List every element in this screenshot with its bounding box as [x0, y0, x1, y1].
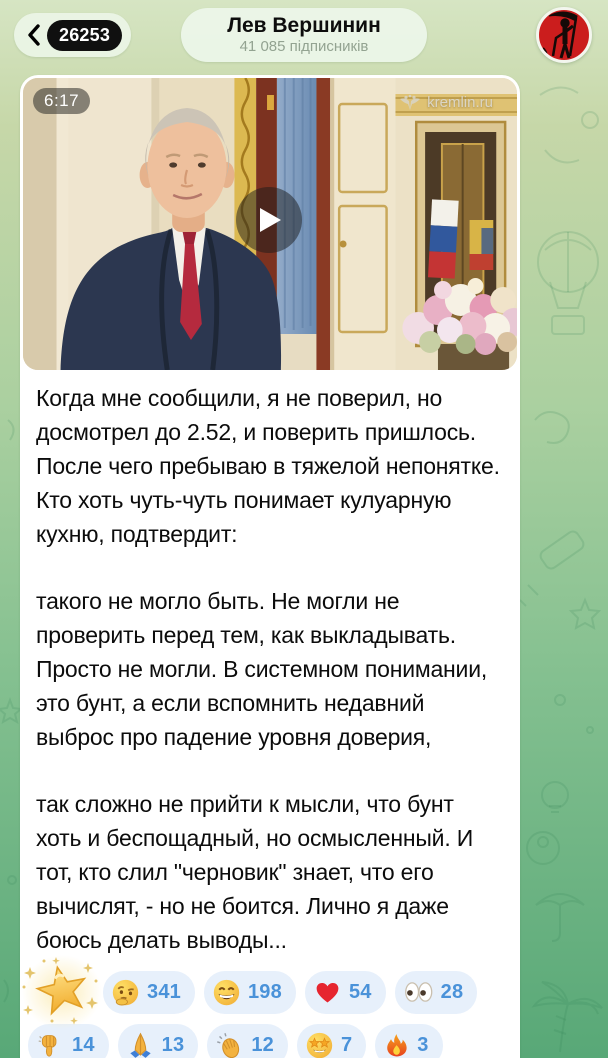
reaction-pill-thinking[interactable]	[103, 971, 195, 1014]
thumbs-down-icon	[36, 1031, 65, 1058]
video-watermark	[399, 93, 493, 111]
reaction-count: 3	[417, 1034, 429, 1056]
reaction-gold-star-premium[interactable]	[28, 969, 94, 1015]
reaction-count: 7	[340, 1034, 353, 1056]
red-heart-icon	[313, 978, 342, 1007]
message-text	[20, 370, 520, 967]
chat-header	[0, 0, 608, 70]
reaction-pill-clapping[interactable]	[207, 1024, 288, 1058]
reaction-pill-star-struck[interactable]	[297, 1024, 366, 1058]
reaction-count: 14	[72, 1034, 95, 1056]
reaction-count: 13	[161, 1034, 185, 1056]
grinning-face-icon	[212, 978, 241, 1007]
channel-header-button[interactable]	[181, 8, 427, 62]
reaction-count: 28	[440, 980, 464, 1003]
reactions-panel	[20, 967, 520, 1058]
video-duration-badge: 6:17	[33, 88, 90, 114]
unread-count-badge: 26253	[47, 20, 122, 51]
reaction-pill-eyes[interactable]	[395, 971, 478, 1014]
play-button[interactable]	[236, 187, 302, 253]
channel-title: Лев Вершинин	[227, 14, 381, 37]
message-paragraph: так сложно не прийти к мысли, что бунт хоть и беспощадный, но осмысленный. И тот, кто слил "черновик" знает, что его вычислят, - но не боится. Лично я даже боюсь делать выводы...	[36, 791, 474, 953]
fire-icon	[383, 1031, 410, 1058]
video-thumbnail[interactable]	[23, 78, 517, 370]
reaction-pill-folded-hands[interactable]	[118, 1024, 199, 1058]
clapping-hands-icon	[215, 1031, 244, 1058]
channel-subscribers: 41 085 підписників	[239, 38, 369, 55]
reaction-pill-heart[interactable]	[305, 971, 386, 1014]
folded-hands-icon	[126, 1031, 155, 1058]
star-sparkles-icon	[22, 957, 100, 1027]
reaper-silhouette-icon	[539, 10, 589, 60]
channel-avatar[interactable]	[536, 7, 592, 63]
message-bubble	[20, 75, 520, 1058]
message-paragraph: Когда мне сообщили, я не поверил, но досмотрел до 2.52, и поверить пришлось. После чего пребываю в тяжелой непонятке. Кто хоть чуть-чуть понимает кулуарную кухню, подтвердит:	[36, 385, 500, 547]
reaction-count: 341	[147, 980, 181, 1003]
reaction-pill-grinning[interactable]	[204, 971, 296, 1014]
thinking-face-icon	[111, 978, 140, 1007]
reactions-row-2	[28, 1024, 510, 1058]
reaction-pill-fire[interactable]	[375, 1024, 442, 1058]
back-button[interactable]	[14, 13, 131, 57]
reactions-row-1	[28, 969, 510, 1015]
message-paragraph: такого не могло быть. Не могли не проверить перед тем, как выкладывать. Просто не могли. В системном понимании, это бунт, а если вспомнить недавний выброс про падение уровня доверия,	[36, 588, 488, 750]
reaction-count: 12	[251, 1034, 274, 1056]
reaction-count: 198	[247, 980, 282, 1003]
back-chevron-icon	[27, 24, 40, 46]
star-struck-face-icon	[305, 1031, 334, 1058]
watermark-text: kremlin.ru	[427, 93, 493, 111]
reaction-count: 54	[348, 980, 372, 1003]
kremlin-eagle-icon	[399, 93, 421, 111]
play-icon	[254, 204, 284, 236]
eyes-icon	[403, 978, 434, 1006]
reaction-pill-thumbs-down[interactable]	[28, 1024, 109, 1058]
